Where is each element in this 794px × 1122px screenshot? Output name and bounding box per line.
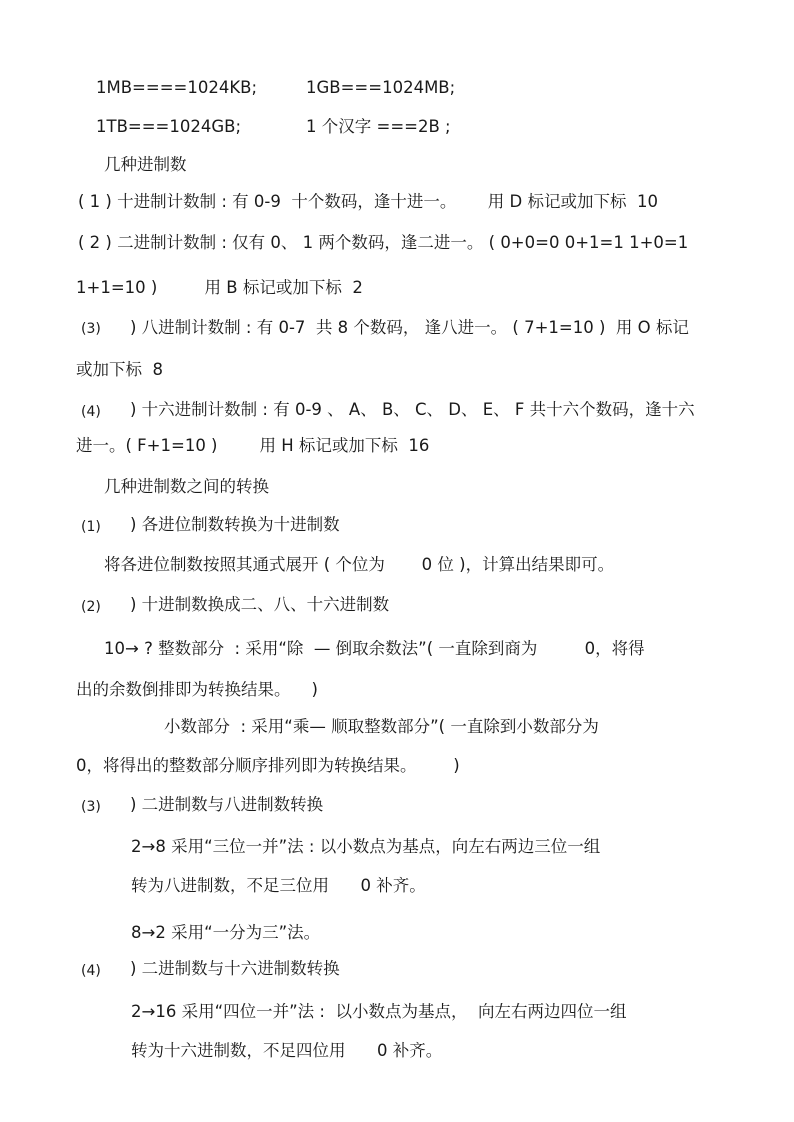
sub2-integer-line-b: 出的余数倒排即为转换结果。 ) [76,680,318,699]
item4-line-a: ) 十六进制计数制 : 有 0-9 、 A、 B、 C、 D、 E、 F 共十六个数码，逢十六 [130,400,695,419]
sub1-title: ) 各进位制数转换为十进制数 [130,515,340,534]
item3-number: (3) [81,321,101,337]
sub3-title: ) 二进制数与八进制数转换 [130,795,324,814]
sub3-line-c: 8→2 采用“一分为三”法。 [131,923,321,942]
sub4-line-a: 2→16 采用“四位一并”法 : 以小数点为基点， 向左右两边四位一组 [131,1002,627,1021]
sub4-line-b: 转为十六进制数，不足四位用 0 补齐。 [131,1041,443,1060]
section2-title: 几种进制数之间的转换 [104,477,269,496]
sub3-line-a: 2→8 采用“三位一并”法 : 以小数点为基点，向左右两边三位一组 [131,837,601,856]
sub2-integer-line-a: 10→ ? 整数部分 : 采用“除 — 倒取余数法”( 一直除到商为 0，将得 [104,639,645,658]
item3-line-a: ) 八进制计数制 : 有 0-7 共 8 个数码， 逢八进一。 ( 7+1=10 ) 用 O 标记 [130,318,689,337]
sub4-title: ) 二进制数与十六进制数转换 [130,959,340,978]
sub2-title: ) 十进制数换成二、八、十六进制数 [130,595,390,614]
sub3-line-b: 转为八进制数，不足三位用 0 补齐。 [131,876,426,895]
section1-title: 几种进制数 [104,155,187,174]
item3-line-b: 或加下标 8 [76,360,163,379]
sub1-body: 将各进位制数按照其通式展开 ( 个位为 0 位 )，计算出结果即可。 [104,555,615,574]
sub3-number: (3) [81,799,101,815]
item2-line-a: ( 2 ) 二进制计数制 : 仅有 0、 1 两个数码，逢二进一。 ( 0+0=0 0+1=1 1+0=1 [78,233,689,252]
sub4-number: (4) [81,963,101,979]
sub2-number: (2) [81,599,101,615]
item1-line: ( 1 ) 十进制计数制 : 有 0-9 十个数码，逢十进一。 用 D 标记或加下标 10 [78,192,658,211]
sub1-number: (1) [81,519,101,535]
sub2-fraction-line-b: 0，将得出的整数部分顺序排列即为转换结果。 ) [76,756,460,775]
item4-line-b: 进一。( F+1=10 ) 用 H 标记或加下标 16 [76,436,430,455]
units-tb-gb: 1TB===1024GB; [96,117,242,136]
item2-line-b: 1+1=10 ) 用 B 标记或加下标 2 [76,278,363,297]
units-gb-mb: 1GB===1024MB; [306,78,456,97]
units-hanzi: 1 个汉字 ===2B ; [306,117,451,136]
sub2-fraction-line-a: 小数部分 : 采用“乘— 顺取整数部分”( 一直除到小数部分为 [164,717,599,736]
item4-number: (4) [81,404,101,420]
units-mb-kb: 1MB====1024KB; [96,78,258,97]
